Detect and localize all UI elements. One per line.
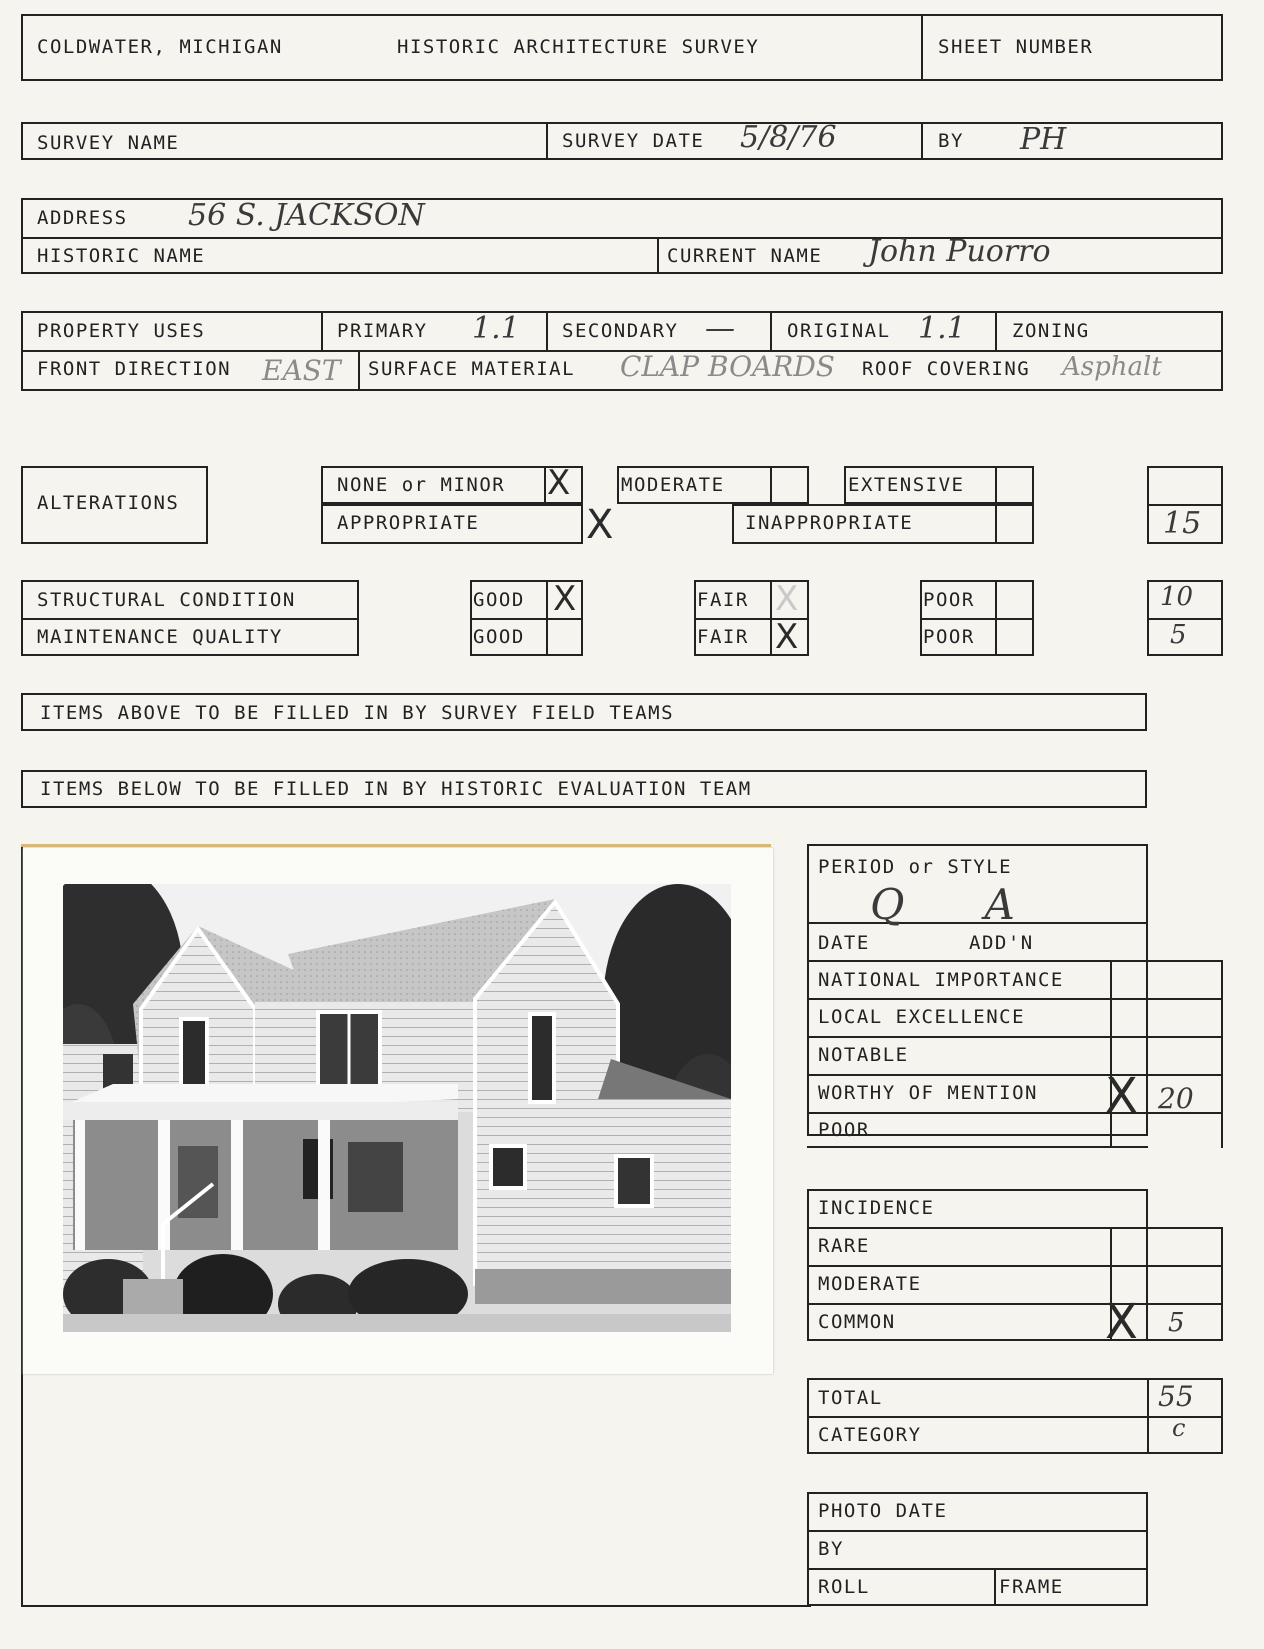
eval-right-edge [1221, 960, 1223, 1148]
prop-div-2 [546, 311, 548, 350]
surface-material-value: CLAP BOARDS [620, 350, 835, 383]
prop-div-4 [995, 311, 997, 350]
address-value: 56 S. JACKSON [188, 198, 425, 233]
city-label: COLDWATER, MICHIGAN [37, 36, 283, 58]
photo-by-label: BY [818, 1538, 844, 1560]
extensive-check-div [995, 466, 997, 504]
alterations-score: 15 [1163, 506, 1202, 541]
good-check-div [546, 580, 548, 656]
roof-covering-value: Asphalt [1062, 352, 1162, 382]
period-style-value: Q A [870, 880, 1015, 929]
none-minor-label: NONE or MINOR [337, 474, 506, 496]
header-divider [921, 14, 923, 81]
items-above-note: ITEMS ABOVE TO BE FILLED IN BY SURVEY FIELD TEAMS [40, 702, 675, 724]
fair-label-maintenance: FAIR [697, 626, 749, 648]
total-mid-line [807, 1416, 1223, 1418]
period-style-label: PERIOD or STYLE [818, 856, 1013, 878]
incidence-bottom-line [1148, 1339, 1223, 1341]
frame-label: FRAME [999, 1576, 1064, 1598]
national-importance-label: NATIONAL IMPORTANCE [818, 969, 1064, 991]
moderate-check-div [770, 466, 772, 504]
poor-label-maintenance: POOR [923, 626, 975, 648]
common-label: COMMON [818, 1311, 896, 1333]
bottom-frame-line [21, 1605, 811, 1607]
survey-title: HISTORIC ARCHITECTURE SURVEY [397, 36, 760, 58]
structural-condition-label: STRUCTURAL CONDITION [37, 589, 296, 611]
condition-mid-line [21, 618, 359, 620]
house-photograph [63, 884, 731, 1332]
sheet-number-label: SHEET NUMBER [938, 36, 1094, 58]
structural-score: 10 [1160, 582, 1194, 612]
survey-by-label: BY [938, 130, 964, 152]
worthy-of-mention-label: WORTHY OF MENTION [818, 1082, 1038, 1104]
moderate-label: MODERATE [621, 474, 725, 496]
photo-date-label: PHOTO DATE [818, 1500, 948, 1522]
incidence-moderate-label: MODERATE [818, 1273, 922, 1295]
zoning-label: ZONING [1012, 320, 1090, 342]
roll-frame-div [994, 1568, 996, 1606]
total-label: TOTAL [818, 1387, 883, 1409]
alterations-label: ALTERATIONS [37, 492, 180, 514]
moderate-line [807, 1303, 1223, 1305]
poor-label-structural: POOR [923, 589, 975, 611]
structural-fair-mark-erased: X [775, 579, 799, 619]
survey-by-value: PH [1020, 122, 1067, 157]
none-minor-mark: X [547, 463, 571, 503]
prop-div-5 [358, 350, 360, 391]
incidence-line [807, 1227, 1223, 1229]
items-below-right [1145, 770, 1147, 808]
current-name-divider [657, 237, 659, 274]
local-line [807, 1036, 1223, 1038]
notable-line [807, 1074, 1223, 1076]
total-div [1147, 1378, 1149, 1454]
rare-label: RARE [818, 1235, 870, 1257]
date-label: DATE [818, 932, 870, 954]
appropriate-label: APPROPRIATE [337, 512, 480, 534]
secondary-value: — [705, 311, 735, 346]
notable-label: NOTABLE [818, 1044, 909, 1066]
maintenance-quality-label: MAINTENANCE QUALITY [37, 626, 283, 648]
photo-by-line [807, 1568, 1148, 1570]
appropriate-mark: X [586, 502, 614, 548]
local-excellence-label: LOCAL EXCELLENCE [818, 1006, 1026, 1028]
eval-poor-label: POOR [818, 1119, 870, 1141]
poor-mid-line [920, 618, 1034, 620]
survey-divider-1 [546, 122, 548, 160]
survey-date-label: SURVEY DATE [562, 130, 705, 152]
addn-label: ADD'N [969, 932, 1034, 954]
structural-good-mark: X [553, 579, 577, 619]
date-line [807, 960, 1223, 962]
poor-check-div [995, 580, 997, 656]
inappropriate-label: INAPPROPRIATE [745, 512, 914, 534]
primary-value: 1.1 [472, 311, 520, 346]
photo-date-line [807, 1530, 1148, 1532]
extensive-label: EXTENSIVE [848, 474, 965, 496]
maintenance-score: 5 [1170, 620, 1187, 650]
current-name-value: John Puorro [868, 234, 1051, 269]
inappropriate-check-div [995, 504, 997, 544]
prop-div-3 [770, 311, 772, 350]
current-name-label: CURRENT NAME [667, 245, 823, 267]
front-direction-value: EAST [262, 354, 341, 387]
common-mark: X [1105, 1294, 1138, 1350]
category-label: CATEGORY [818, 1424, 922, 1446]
address-label: ADDRESS [37, 207, 128, 229]
fair-check-div [770, 580, 772, 656]
fair-label-structural: FAIR [697, 589, 749, 611]
maintenance-fair-mark: X [775, 617, 799, 657]
worthy-mark: X [1105, 1068, 1138, 1124]
eval-bottom-line [807, 1146, 1148, 1148]
rare-line [807, 1265, 1223, 1267]
prop-div-1 [321, 311, 323, 350]
none-minor-check-div [544, 466, 546, 504]
secondary-label: SECONDARY [562, 320, 679, 342]
survey-divider-2 [921, 122, 923, 160]
surface-material-label: SURFACE MATERIAL [368, 358, 576, 380]
survey-date-value: 5/8/76 [740, 120, 837, 155]
good-label-structural: GOOD [473, 589, 525, 611]
historic-name-label: HISTORIC NAME [37, 245, 206, 267]
original-value: 1.1 [918, 311, 966, 346]
items-below-note: ITEMS BELOW TO BE FILLED IN BY HISTORIC EVALUATION TEAM [40, 778, 752, 800]
property-uses-label: PROPERTY USES [37, 320, 206, 342]
photo-top-tape [21, 844, 771, 847]
national-line [807, 998, 1223, 1000]
roof-covering-label: ROOF COVERING [862, 358, 1031, 380]
original-label: ORIGINAL [787, 320, 891, 342]
worthy-score: 20 [1158, 1082, 1194, 1115]
incidence-label: INCIDENCE [818, 1197, 935, 1219]
primary-label: PRIMARY [337, 320, 428, 342]
good-label-maintenance: GOOD [473, 626, 525, 648]
roll-label: ROLL [818, 1576, 870, 1598]
survey-name-label: SURVEY NAME [37, 132, 180, 154]
category-value: c [1172, 1414, 1186, 1442]
common-score: 5 [1168, 1308, 1185, 1338]
total-value: 55 [1158, 1380, 1194, 1413]
front-direction-label: FRONT DIRECTION [37, 358, 232, 380]
incidence-right-edge [1221, 1227, 1223, 1341]
